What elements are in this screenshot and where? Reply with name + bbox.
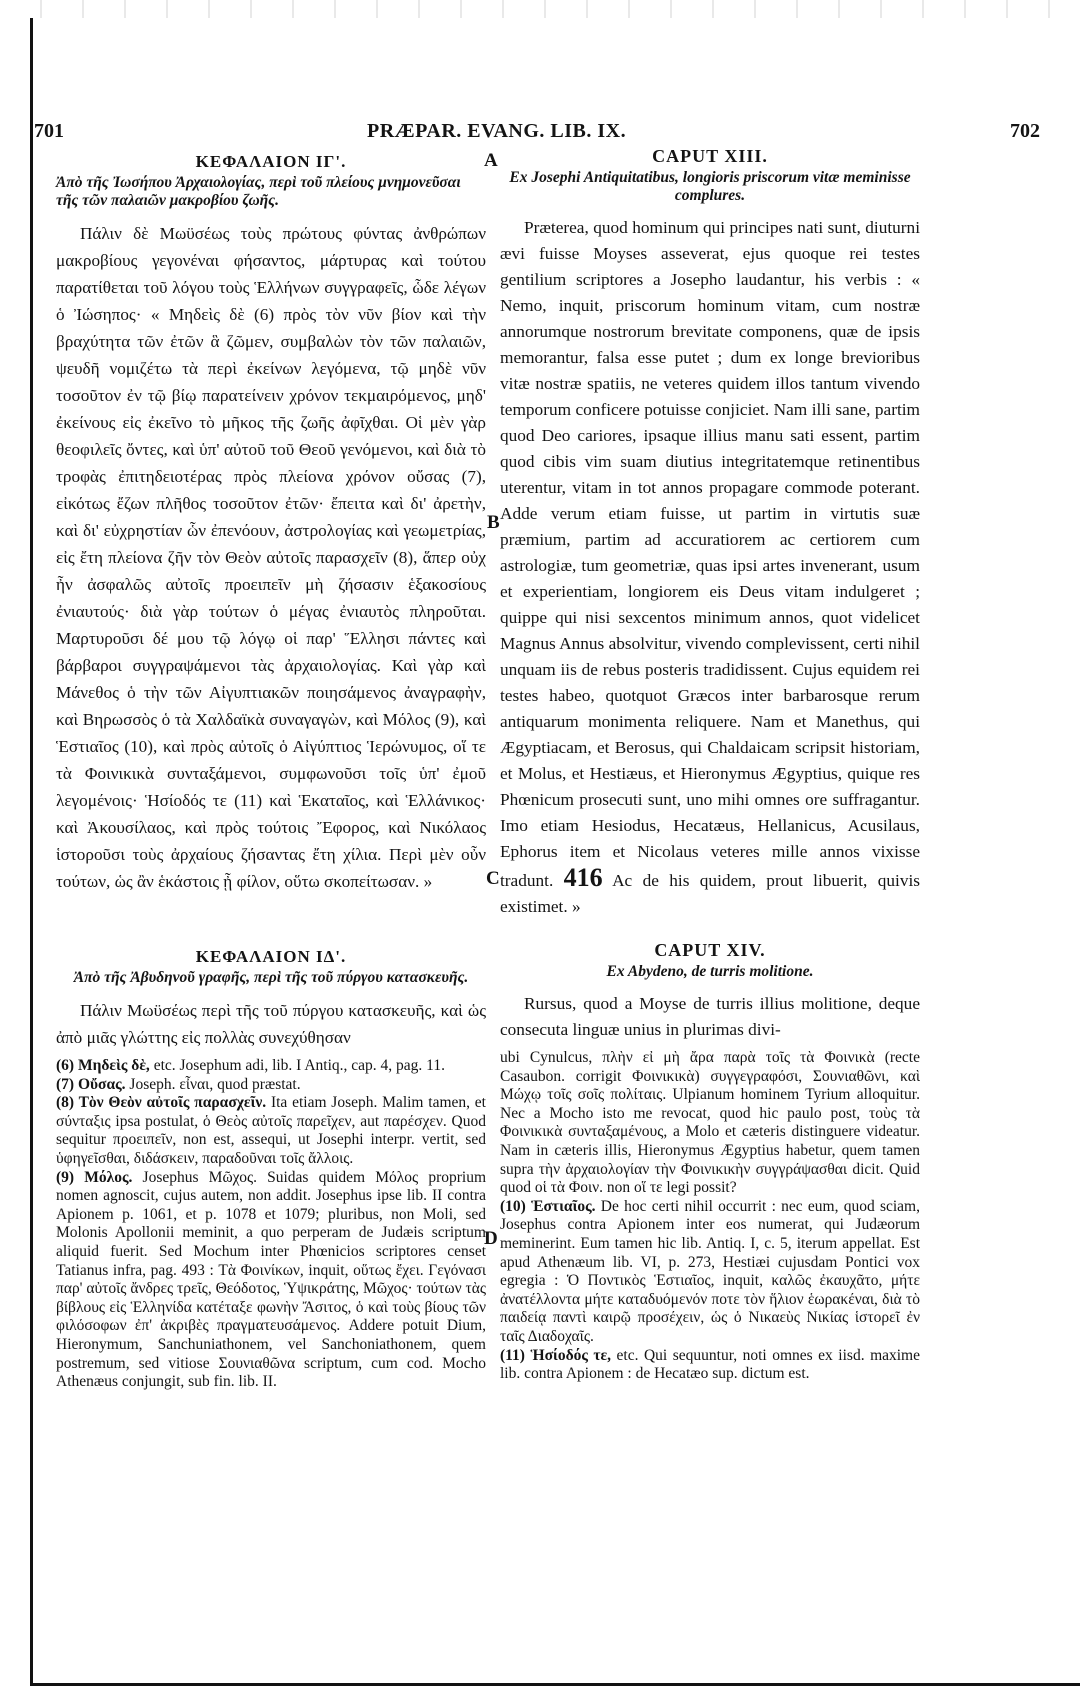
footnote-text: Joseph. εἶναι, quod præstat. xyxy=(125,1075,301,1093)
left-footnotes xyxy=(56,1057,486,1392)
section-spacer xyxy=(500,920,920,940)
section-spacer xyxy=(56,895,486,947)
latin-chapter-13-body: Præterea, quod hominum qui principes nati sunt, diuturni ævi fuisse Moyses asseverat, ejus quoque rei testes gentilium scriptores a Josepho laudantur, his verbis : « Nemo, inquit, priscorum hominum vitam, cum nostræ annorumque nostrorum brevitate componens, quæ de ipsis memorantur, falsa esse putet ; dum ex longe brevioribus vitæ nostræ spatiis, ne veteres quidem illos tantum vivendo temporum conficere potuisse conjiciet. Nam illi sane, partim quod Deo cariores, ipsaque illius manu sati essent, partim quod cibis vim suam diutius integritatemque retinentibus uterentur, vitam in tot annos propagare commode poterant. Adde verum etiam fuisse, ut partim in virtutis suæ præmium, partim ad accuratiorem ac certiorem cum astrologiæ, tum geometriæ, quas ipsi artes invenerant, usum et experientiam, longiorem eis Deus vitam indulgeret ; quippe qui nisi sexcentos minimum annos, quot videlicet Magnus Annus absolvitur, vivendo complevissent, certi nihil unquam iis de rebus posteris tradidissent. Cujus equidem rei testes habeo, quotquot Græcos inter barbarosque rerum antiquarum monimenta reliquere. Nam et Manethus, qui Ægyptiacam, et Berosus, qui Chaldaicam scripsit historiam, et Molus, et Hestiæus, et Hieronymus Ægyptius, quique res Phœnicum prosecuti sunt, uno mihi omnes ore suffragantur. Imo etiam Hesiodus, Hecatæus, Hellanicus, Acusilaus, Ephorus item et Nicolaus veteres mille annos vixisse tradunt. xyxy=(500,218,920,890)
greek-chapter-13-text: Πάλιν δὲ Μωϋσέως τοὺς πρώτους φύντας ἀνθρώπων μακροβίους γεγονέναι φήσαντος, μάρτυρας καὶ τούτου παρατίθεται τοῦ λόγου τοὺς Ἑλλήνων συγγραφεῖς, ὧδε λέγων ὁ Ἰώσηπος· « Μηδεὶς δὲ (6) πρὸς τὸν νῦν βίον καὶ τὴν βραχύτητα τῶν ἐτῶν ἃ ζῶμεν, συμβαλὼν τὸν τῶν παλαιῶν, ψευδῆ νομιζέτω τὰ περὶ ἐκείνων λεγόμενα, τῷ μηδὲ νῦν τοσοῦτον ἐν τῷ βίῳ παρατείνειν χρόνον τεκμαιρόμενος, μηδ' ἐκείνους εἰς ἐκεῖνο τὸ μῆκος τῆς ζωῆς ἀφῖχθαι. Οἱ μὲν γὰρ θεοφιλεῖς ὄντες, καὶ ὑπ' αὐτοῦ τοῦ Θεοῦ γενόμενοι, καὶ διὰ τὸ τροφὰς ἐπιτηδειοτέρας πρὸς πλείονα χρόνον οὔσας (7), εἰκότως ἔζων πλῆθος τοσοῦτον ἐτῶν· ἔπειτα καὶ δι' ἀρετὴν, καὶ δι' εὐχρηστίαν ὧν ἐπενόουν, ἀστρολογίας καὶ γεωμετρίας, εἰς ἔτη πλείονα ζῆν τὸν Θεὸν αὐτοῖς παρασχεῖν (8), ἅπερ οὐχ ἦν ἀσφαλῶς αὐτοῖς προειπεῖν μὴ ζήσασιν ἑξακοσίους ἐνιαυτούς· διὰ γὰρ τούτων ὁ μέγας ἐνιαυτὸς πληροῦται. Μαρτυροῦσι δέ μου τῷ λόγῳ οἱ παρ' Ἕλλησι πάντες καὶ βάρβαροι συγγραψάμενοι τὰς ἀρχαιολογίας. Καὶ γὰρ καὶ Μάνεθος ὁ τὴν τῶν Αἰγυπτιακῶν ποιησάμενος ἀναγραφὴν, καὶ Βηρωσσὸς ὁ τὰ Χαλδαϊκὰ συναγαγὼν, καὶ Μόλος (9), καὶ Ἑστιαῖος (10), καὶ πρὸς αὐτοῖς ὁ Αἰγύπτιος Ἱερώνυμος, οἵ τε τὰ Φοινικικὰ συνταξάμενοι, συμφωνοῦσι τοῖς ὑπ' ἐμοῦ λεγομένοις· Ἡσίοδός τε (11) καὶ Ἑκαταῖος, καὶ Ἑλλάνικος· καὶ Ἀκουσίλαος, καὶ πρὸς τούτοις Ἔφορος, καὶ Νικόλαος ἱστοροῦσι τοὺς ἀρχαίους ζήσαντας ἔτη χίλια. Περὶ μὲν οὖν τούτων, ὡς ἂν ἑκάστοις ᾖ φίλον, οὕτω σκοπείτωσαν. » xyxy=(56,224,486,891)
footnote xyxy=(500,1198,920,1347)
latin-chapter-14-text: Rursus, quod a Moyse de turris illius molitione, deque consecuta linguæ unius in plurimas divi- xyxy=(500,994,920,1039)
footnote-label: (8) Τὸν Θεὸν αὐτοῖς παρασχεῖν. xyxy=(56,1094,267,1112)
footnote-text: etc. Josephum adi, lib. I Antiq., cap. 4, pag. 11. xyxy=(149,1057,445,1074)
page-number-right: 702 xyxy=(1010,120,1040,142)
greek-chapter-13-subtitle: Ἀπὸ τῆς Ἰωσήπου Ἀρχαιολογίας, περὶ τοῦ πλείους μνημονεῦσαι τῆς τῶν παλαιῶν μακροβίου ζωῆς. xyxy=(56,174,461,209)
latin-chapter-13-heading: CAPUT XIII. xyxy=(652,146,768,166)
footnote-label: (9) Μόλος. xyxy=(56,1168,133,1186)
footnote-label: (11) Ἡσίοδός τε, xyxy=(500,1346,612,1364)
column-number-marker: 416 xyxy=(563,863,603,892)
latin-chapter-14-subtitle: Ex Abydeno, de turris molitione. xyxy=(606,963,814,980)
greek-chapter-13-heading: ΚΕΦΑΛΑΙΟΝ ΙΓ'. xyxy=(195,152,347,171)
footnote-label: (6) Μηδεὶς δὲ, xyxy=(56,1057,150,1074)
latin-chapter-13-tail: Ac de his quidem, prout libuerit, quivis existimet. » xyxy=(500,871,920,916)
footnote-label: (7) Οὔσας. xyxy=(56,1075,126,1093)
running-title: PRÆPAR. EVANG. LIB. IX. xyxy=(367,120,627,142)
margin-letter-c: C xyxy=(486,868,500,889)
margin-letter-a: A xyxy=(484,150,498,171)
latin-chapter-13-text xyxy=(500,215,920,920)
footnote xyxy=(56,1057,486,1076)
footnote-text: De hoc certi nihil occurrit : nec eum, quod sciam, Josephus contra Apionem inter eos numerat, qui Judæorum meminerint. Eum tamen hic lib. Antiq. I, c. 5, iterum appellat. Est apud Athenæum lib. VI, p. 273, Hestiæi cujusdam Pontici vox egregia : Ὁ Ποντικὸς Ἑστιαῖος, inquit, καλῶς ἐκαυχᾶτο, μήτε ἀνατέλλοντα μήτε καταδυόμενόν ποτε τὸν ἥλιον ἑωρακέναι, διὰ τὸ παιδείᾳ παντὶ καιρῷ προσέχειν, ὡς ὁ Νικαεὺς Νικίας ἱστορεῖ ἐν ταῖς Διαδοχαῖς. xyxy=(500,1197,920,1345)
page-number-left: 701 xyxy=(34,120,64,142)
left-column xyxy=(56,152,486,1392)
footnote-label: (10) Ἑστιαῖος. xyxy=(500,1197,596,1215)
footnote xyxy=(500,1347,920,1384)
latin-chapter-13-subtitle: Ex Josephi Antiquitatibus, longioris priscorum vitæ meminisse complures. xyxy=(509,169,911,204)
page-top-edge xyxy=(0,0,1088,18)
greek-chapter-14-heading: ΚΕΦΑΛΑΙΟΝ ΙΔ'. xyxy=(195,947,347,966)
footnote-continuation: ubi Cynulcus, πλὴν εἰ μὴ ἄρα παρὰ τοῖς τὰ Φοινικὰ (recte Casaubon. corrigit Φοινικικὰ) συγγεγραφόσι, Σουνιαθῶνι, καὶ Μώχῳ τοῖς σοῖς πολίταις. Ulpianum hominem Tyrium alloquitur. Nec a Mocho isto me revocat, quod hic paulo post, τοὺς τὰ Φοινικικὰ συνταξαμένους, a Molo et cæteris distinguere videatur. Nam in cæteris illis, Hieronymus Ægyptius habetur, quem tamen supra τὴν ἀρχαιολογίαν τὴν Φοινικικὴν συγγράψασθαι dicit. Quid quod οἱ τὰ Φοιν. non οἵ τε legi possit? xyxy=(500,1049,920,1197)
footnote xyxy=(56,1076,486,1095)
margin-letter-d: D xyxy=(484,1228,498,1249)
right-footnotes xyxy=(500,1049,920,1384)
greek-chapter-14-text: Πάλιν Μωϋσέως περὶ τῆς τοῦ πύργου κατασκευῆς, καὶ ὡς ἀπὸ μιᾶς γλώττης εἰς πολλὰς συνεχύθησαν xyxy=(56,1001,486,1047)
latin-chapter-14-heading: CAPUT XIV. xyxy=(654,940,766,960)
footnote-text: Josephus Μῶχος. Suidas quidem Μόλος proprium nomen agnoscit, cujus autem, non addit. Josephus ipse lib. II contra Apionem p. 1061, et p. 1078 et 1079; pluribus, non Moli, sed Molonis Apollonii meminit, a quo perperam de Judæis scriptum aliquid fuerit. Sed Mochum inter Phœnicios scriptores censet Tatianus infra, pag. 493 : Τὰ Φοινίκων, inquit, οὕτως ἔχει. Γεγόνασι παρ' αὐτοῖς ἄνδρες τρεῖς, Θεόδοτος, Ὑψικράτης, Μῶχος· τούτων τὰς βίβλους εἰς Ἑλληνίδα κατέταξε φωνὴν Ἄσιτος, ὁ καὶ τοὺς βίους τῶν φιλόσοφων ἐπ' ἀκριβὲς πραγματευσάμενος. Addere potuit Dium, Hieronymum, Sanchuniathonem, vel Sanchoniathonem, quem postremum, sed vitiose Σουνιαθῶνα scriptum, cum cod. Mocho Athenæus conjungit, sub fin. lib. II. xyxy=(56,1168,487,1391)
right-column xyxy=(500,146,920,1384)
footnote-text: Ita etiam Joseph. Malim tamen, et σύνταξις ipsa postulat, ὁ Θεὸς αὐτοῖς παρεῖχεν, aut παρέσχεν. Quod sequitur προειπεῖν, non est, assequi, ut Josephi interpr. vertit, sed ὑφηγεῖσθαι, διδάσκειν, παραδοῦναι τοῖς ἄλλοις. xyxy=(56,1094,486,1167)
footnote xyxy=(56,1094,486,1168)
margin-letter-b: B xyxy=(487,512,500,533)
footnote-text: etc. Qui sequuntur, noti omnes ex iisd. maxime lib. contra Apionem : de Hecatæo sup. dictum est. xyxy=(500,1346,920,1383)
greek-chapter-14-subtitle: Ἀπὸ τῆς Ἀβυδηνοῦ γραφῆς, περὶ τῆς τοῦ πύργου κατασκευῆς. xyxy=(73,969,469,986)
footnote xyxy=(56,1169,486,1392)
